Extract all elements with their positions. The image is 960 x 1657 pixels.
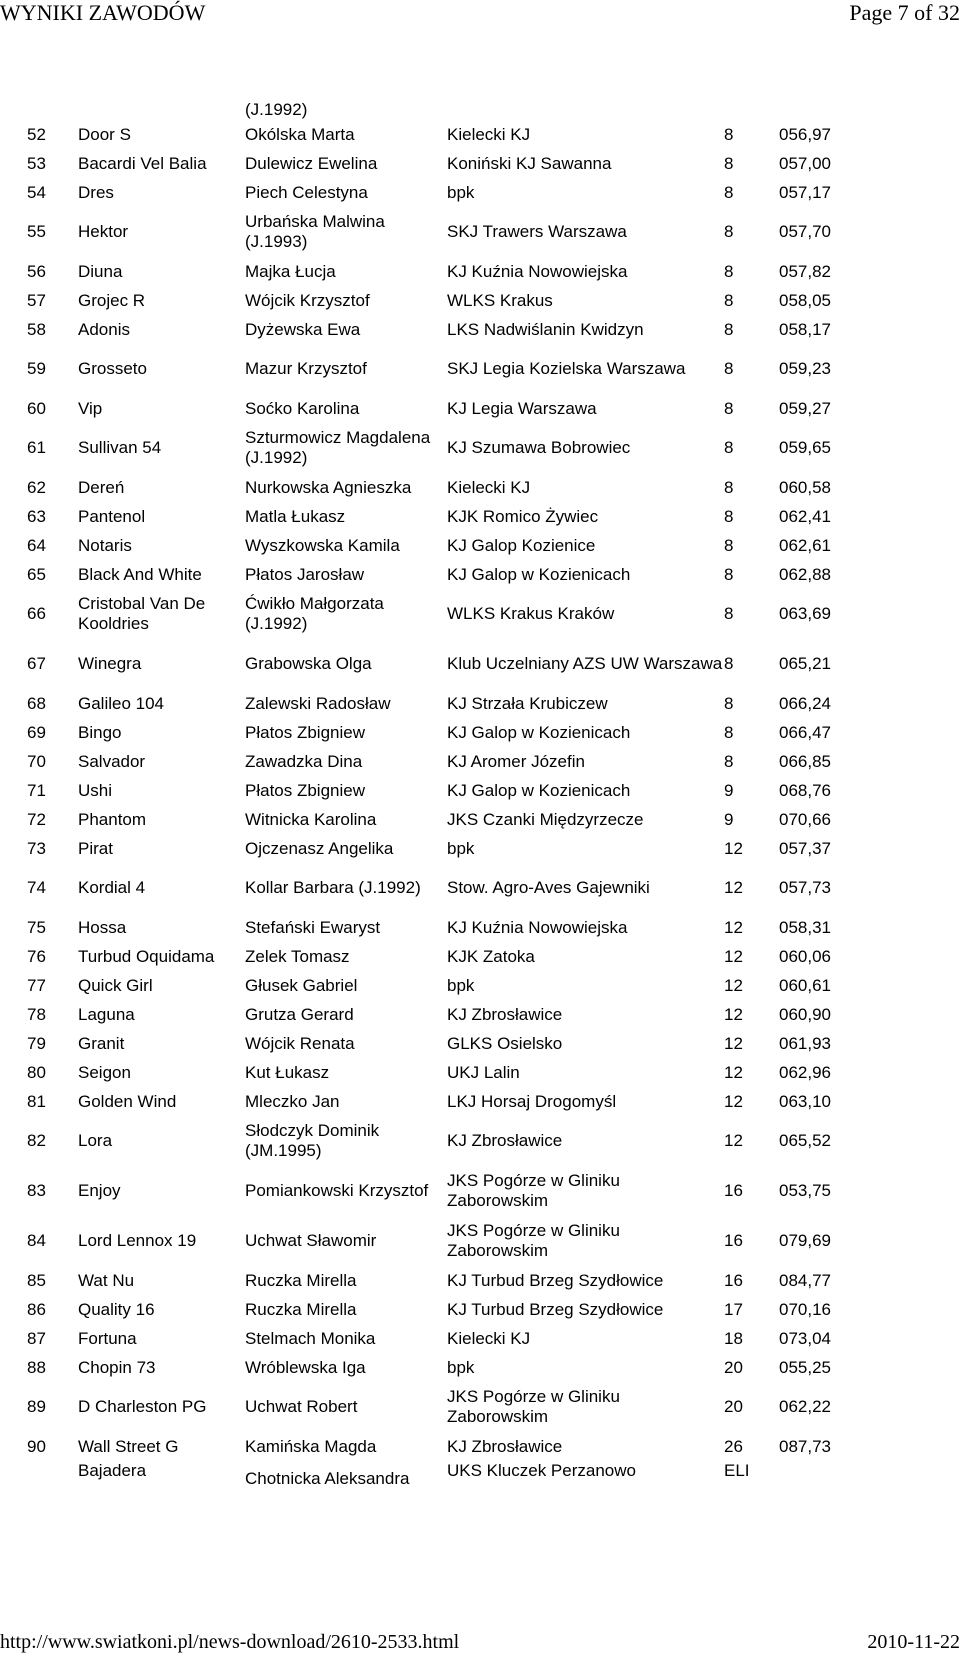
table-row	[27, 1087, 927, 1116]
cell-horse: Adonis	[78, 319, 130, 339]
cell-time: 066,85	[779, 751, 831, 771]
cell-horse: Dereń	[78, 477, 125, 497]
cell-penalties: 8	[724, 222, 734, 241]
cell-time: 058,05	[779, 290, 831, 310]
table-row	[27, 639, 927, 689]
cell-horse: Phantom	[78, 809, 147, 829]
cell-horse: Wat Nu	[78, 1270, 135, 1290]
table-row	[27, 689, 927, 718]
cell-rider: Stefański Ewaryst	[245, 917, 381, 937]
cell-horse: Laguna	[78, 1004, 135, 1024]
cell-penalties: 12	[724, 1131, 743, 1150]
cell-penalties: 16	[724, 1231, 743, 1250]
cell-rider: Matla Łukasz	[245, 506, 346, 526]
cell-rider: Kut Łukasz	[245, 1062, 330, 1082]
cell-club: LKJ Horsaj Drogomyśl	[447, 1091, 617, 1111]
cell-rider: Ruczka Mirella	[245, 1270, 357, 1290]
cell-time: 060,90	[779, 1004, 831, 1024]
cell-number: 74	[27, 878, 46, 897]
table-row	[27, 589, 927, 639]
cell-horse: Quick Girl	[78, 975, 153, 995]
cell-number: 69	[27, 722, 46, 742]
cell-time: 058,17	[779, 319, 831, 339]
table-row	[27, 747, 927, 776]
cell-rider: Grabowska Olga	[245, 654, 372, 673]
cell-number: 78	[27, 1004, 46, 1024]
table-row	[27, 92, 927, 120]
cell-time: 087,73	[779, 1436, 831, 1456]
cell-horse: Fortuna	[78, 1328, 137, 1348]
cell-club: JKS Pogórze w Gliniku Zaborowskim	[447, 1221, 620, 1260]
cell-time: 060,06	[779, 946, 831, 966]
cell-time: 057,17	[779, 182, 831, 202]
cell-penalties: 8	[724, 124, 734, 144]
cell-horse: Pirat	[78, 838, 113, 858]
cell-time: 062,96	[779, 1062, 831, 1082]
cell-club: KJ Turbud Brzeg Szydłowice	[447, 1270, 664, 1290]
cell-club: JKS Pogórze w Gliniku Zaborowskim	[447, 1171, 620, 1210]
cell-horse: Galileo 104	[78, 693, 165, 713]
table-row	[27, 1432, 927, 1461]
cell-club: KJ Zbrosławice	[447, 1436, 563, 1456]
results-table	[27, 92, 927, 1517]
page-header	[0, 0, 960, 32]
cell-penalties: 12	[724, 946, 743, 966]
cell-penalties: 8	[724, 398, 734, 418]
cell-penalties: 12	[724, 1004, 743, 1024]
cell-club: WLKS Krakus Kraków	[447, 604, 615, 623]
cell-time: 073,04	[779, 1328, 831, 1348]
cell-time: 068,76	[779, 780, 831, 800]
cell-horse: Hektor	[78, 222, 129, 241]
cell-number: 59	[27, 359, 46, 378]
cell-penalties: 12	[724, 1091, 743, 1111]
cell-penalties: 26	[724, 1436, 743, 1456]
cell-club: KJ Strzała Krubiczew	[447, 693, 608, 713]
table-row	[27, 863, 927, 913]
table-row	[27, 257, 927, 286]
table-row	[27, 1353, 927, 1382]
cell-horse: Winegra	[78, 654, 142, 673]
cell-club: SKJ Legia Kozielska Warszawa	[447, 359, 686, 378]
cell-club: KJ Legia Warszawa	[447, 398, 597, 418]
cell-horse: Grojec R	[78, 290, 146, 310]
cell-number: 87	[27, 1328, 46, 1348]
cell-club: KJ Aromer Józefin	[447, 751, 585, 771]
cell-rider: Mleczko Jan	[245, 1091, 340, 1111]
cell-club: UKJ Lalin	[447, 1062, 520, 1082]
cell-number: 77	[27, 975, 46, 995]
cell-rider: Uchwat Robert	[245, 1397, 358, 1416]
cell-horse: Grosseto	[78, 359, 147, 378]
cell-number: 60	[27, 398, 46, 418]
cell-number: 85	[27, 1270, 46, 1290]
cell-time: 059,23	[779, 359, 831, 378]
cell-club: WLKS Krakus	[447, 290, 553, 310]
cell-rider: Ruczka Mirella	[245, 1299, 357, 1319]
cell-rider: Soćko Karolina	[245, 398, 360, 418]
table-row	[27, 1295, 927, 1324]
cell-penalties: 12	[724, 838, 743, 858]
table-row	[27, 1029, 927, 1058]
cell-rider: Mazur Krzysztof	[245, 359, 367, 378]
table-row	[27, 971, 927, 1000]
cell-number: 75	[27, 917, 46, 937]
table-row	[27, 1058, 927, 1087]
cell-horse: Kordial 4	[78, 878, 146, 897]
cell-rider: Stelmach Monika	[245, 1328, 376, 1348]
cell-time: 056,97	[779, 124, 831, 144]
cell-rider: (J.1992)	[245, 100, 308, 119]
cell-club: Kielecki KJ	[447, 1328, 531, 1348]
table-row	[27, 942, 927, 971]
table-row	[27, 1166, 927, 1216]
cell-rider: Uchwat Sławomir	[245, 1231, 377, 1250]
cell-horse: Chopin 73	[78, 1357, 156, 1377]
cell-rider: Wójcik Renata	[245, 1033, 355, 1053]
cell-number: 58	[27, 319, 46, 339]
cell-time: 057,73	[779, 878, 831, 897]
cell-rider: Urbańska Malwina (J.1993)	[245, 212, 385, 251]
cell-penalties: 12	[724, 917, 743, 937]
cell-penalties: 9	[724, 809, 734, 829]
table-row	[27, 1116, 927, 1166]
cell-penalties: 17	[724, 1299, 743, 1319]
cell-penalties: 8	[724, 654, 734, 673]
cell-horse: Wall Street G	[78, 1436, 179, 1456]
cell-horse: D Charleston PG	[78, 1397, 207, 1416]
cell-time: 070,66	[779, 809, 831, 829]
cell-number: 65	[27, 564, 46, 584]
table-row	[27, 286, 927, 315]
cell-penalties: 16	[724, 1270, 743, 1290]
cell-rider: Pomiankowski Krzysztof	[245, 1181, 429, 1200]
cell-penalties: 8	[724, 535, 734, 555]
table-row	[27, 805, 927, 834]
cell-horse: Diuna	[78, 261, 123, 281]
cell-penalties: 20	[724, 1397, 743, 1416]
cell-time: 065,21	[779, 654, 831, 673]
cell-time: 059,65	[779, 438, 831, 457]
cell-time: 079,69	[779, 1231, 831, 1250]
cell-rider: Majka Łucja	[245, 261, 336, 281]
cell-number: 90	[27, 1436, 46, 1456]
print-date: 2010-11-22	[867, 1631, 960, 1653]
cell-time: 053,75	[779, 1181, 831, 1200]
cell-time: 057,00	[779, 153, 831, 173]
cell-penalties: 8	[724, 693, 734, 713]
cell-rider: Słodczyk Dominik (JM.1995)	[245, 1121, 380, 1160]
cell-horse: Hossa	[78, 917, 127, 937]
cell-club: KJ Turbud Brzeg Szydłowice	[447, 1299, 664, 1319]
cell-number: 62	[27, 477, 46, 497]
cell-number: 73	[27, 838, 46, 858]
cell-horse: Dres	[78, 182, 114, 202]
cell-penalties: 12	[724, 1062, 743, 1082]
table-row	[27, 423, 927, 473]
cell-club: KJ Galop Kozienice	[447, 535, 596, 555]
cell-number: 70	[27, 751, 46, 771]
cell-club: GLKS Osielsko	[447, 1033, 563, 1053]
cell-club: Kielecki KJ	[447, 477, 531, 497]
cell-time: 062,61	[779, 535, 831, 555]
cell-time: 084,77	[779, 1270, 831, 1290]
table-row	[27, 913, 927, 942]
cell-horse: Turbud Oquidama	[78, 946, 215, 966]
cell-penalties: 8	[724, 477, 734, 497]
cell-penalties: 8	[724, 153, 734, 173]
cell-horse: Ushi	[78, 780, 113, 800]
cell-number: 55	[27, 222, 46, 241]
cell-rider: Chotnicka Aleksandra	[245, 1469, 410, 1488]
cell-club: KJ Szumawa Bobrowiec	[447, 438, 631, 457]
cell-rider: Dulewicz Ewelina	[245, 153, 378, 173]
cell-penalties: ELI	[724, 1461, 750, 1480]
cell-rider: Płatos Zbigniew	[245, 780, 366, 800]
cell-horse: Bingo	[78, 722, 122, 742]
cell-club: bpk	[447, 182, 475, 202]
cell-horse: Sullivan 54	[78, 438, 162, 457]
cell-time: 057,82	[779, 261, 831, 281]
cell-penalties: 12	[724, 878, 743, 897]
cell-club: Koniński KJ Sawanna	[447, 153, 612, 173]
cell-horse: Quality 16	[78, 1299, 155, 1319]
cell-club: bpk	[447, 975, 475, 995]
cell-penalties: 8	[724, 751, 734, 771]
cell-rider: Kollar Barbara (J.1992)	[245, 878, 421, 897]
cell-rider: Dyżewska Ewa	[245, 319, 361, 339]
cell-club: KJ Kuźnia Nowowiejska	[447, 917, 628, 937]
cell-time: 062,41	[779, 506, 831, 526]
cell-number: 68	[27, 693, 46, 713]
table-row	[27, 1266, 927, 1295]
cell-time: 057,70	[779, 222, 831, 241]
table-row	[27, 531, 927, 560]
cell-penalties: 8	[724, 604, 734, 623]
cell-club: Kielecki KJ	[447, 124, 531, 144]
cell-number: 63	[27, 506, 46, 526]
table-row	[27, 560, 927, 589]
cell-horse: Enjoy	[78, 1181, 121, 1200]
page-number: Page 7 of 32	[849, 0, 960, 25]
cell-penalties: 12	[724, 975, 743, 995]
table-row	[27, 315, 927, 344]
page-footer	[0, 1631, 960, 1657]
cell-club: Stow. Agro-Aves Gajewniki	[447, 878, 650, 897]
cell-time: 066,24	[779, 693, 831, 713]
cell-club: LKS Nadwiślanin Kwidzyn	[447, 319, 644, 339]
cell-number: 52	[27, 124, 46, 144]
cell-rider: Wróblewska Iga	[245, 1357, 366, 1377]
cell-number: 67	[27, 654, 46, 673]
cell-number: 83	[27, 1181, 46, 1200]
cell-penalties: 8	[724, 564, 734, 584]
table-row	[27, 344, 927, 394]
cell-penalties: 8	[724, 319, 734, 339]
cell-penalties: 8	[724, 182, 734, 202]
document-title: WYNIKI ZAWODÓW	[0, 0, 206, 25]
cell-time: 061,93	[779, 1033, 831, 1053]
cell-rider: Ojczenasz Angelika	[245, 838, 394, 858]
cell-penalties: 8	[724, 261, 734, 281]
cell-number: 76	[27, 946, 46, 966]
cell-rider: Nurkowska Agnieszka	[245, 477, 412, 497]
cell-time: 062,88	[779, 564, 831, 584]
cell-horse: Bacardi Vel Balia	[78, 153, 207, 173]
cell-horse: Bajadera	[78, 1461, 147, 1480]
cell-number: 86	[27, 1299, 46, 1319]
cell-number: 79	[27, 1033, 46, 1053]
cell-horse: Door S	[78, 124, 131, 144]
cell-time: 065,52	[779, 1131, 831, 1150]
cell-number: 64	[27, 535, 46, 555]
cell-number: 53	[27, 153, 46, 173]
cell-horse: Golden Wind	[78, 1091, 177, 1111]
cell-rider: Wójcik Krzysztof	[245, 290, 370, 310]
cell-penalties: 8	[724, 722, 734, 742]
cell-penalties: 8	[724, 290, 734, 310]
cell-number: 72	[27, 809, 46, 829]
cell-number: 82	[27, 1131, 46, 1150]
table-row	[27, 149, 927, 178]
table-row	[27, 1000, 927, 1029]
cell-time: 059,27	[779, 398, 831, 418]
cell-rider: Zalewski Radosław	[245, 693, 391, 713]
cell-number: 61	[27, 438, 46, 457]
cell-horse: Notaris	[78, 535, 132, 555]
cell-penalties: 20	[724, 1357, 743, 1377]
cell-horse: Black And White	[78, 564, 202, 584]
cell-rider: Zelek Tomasz	[245, 946, 350, 966]
cell-rider: Płatos Jarosław	[245, 564, 365, 584]
cell-time: 060,61	[779, 975, 831, 995]
cell-rider: Grutza Gerard	[245, 1004, 354, 1024]
cell-time: 062,22	[779, 1397, 831, 1416]
cell-club: KJ Galop w Kozienicach	[447, 722, 631, 742]
cell-club: KJK Zatoka	[447, 946, 535, 966]
cell-rider: Witnicka Karolina	[245, 809, 377, 829]
cell-rider: Piech Celestyna	[245, 182, 368, 202]
table-row	[27, 502, 927, 531]
cell-time: 058,31	[779, 917, 831, 937]
cell-club: KJ Zbrosławice	[447, 1004, 563, 1024]
table-row	[27, 834, 927, 863]
cell-number: 66	[27, 604, 46, 623]
table-row	[27, 178, 927, 207]
cell-horse: Cristobal Van De Kooldries	[78, 594, 206, 633]
cell-club: KJ Zbrosławice	[447, 1131, 563, 1150]
cell-penalties: 18	[724, 1328, 743, 1348]
cell-penalties: 8	[724, 359, 734, 378]
cell-number: 89	[27, 1397, 46, 1416]
table-row	[27, 394, 927, 423]
cell-number: 57	[27, 290, 46, 310]
cell-number: 84	[27, 1231, 46, 1250]
cell-time: 066,47	[779, 722, 831, 742]
cell-rider: Okólska Marta	[245, 124, 355, 144]
cell-club: KJ Galop w Kozienicach	[447, 564, 631, 584]
cell-club: JKS Pogórze w Gliniku Zaborowskim	[447, 1387, 620, 1426]
cell-rider: Zawadzka Dina	[245, 751, 363, 771]
cell-horse: Lora	[78, 1131, 113, 1150]
cell-time: 055,25	[779, 1357, 831, 1377]
cell-rider: Szturmowicz Magdalena (J.1992)	[245, 428, 431, 467]
cell-number: 54	[27, 182, 46, 202]
source-url: http://www.swiatkoni.pl/news-download/2610-2533.html	[0, 1631, 460, 1653]
table-row	[27, 120, 927, 149]
table-row	[27, 1461, 927, 1517]
table-row	[27, 1324, 927, 1353]
cell-number: 81	[27, 1091, 46, 1111]
cell-number: 71	[27, 780, 46, 800]
cell-penalties: 12	[724, 1033, 743, 1053]
cell-number: 80	[27, 1062, 46, 1082]
cell-club: bpk	[447, 838, 475, 858]
cell-rider: Kamińska Magda	[245, 1436, 377, 1456]
cell-club: UKS Kluczek Perzanowo	[447, 1461, 636, 1480]
cell-horse: Lord Lennox 19	[78, 1231, 197, 1250]
cell-horse: Salvador	[78, 751, 146, 771]
table-row	[27, 718, 927, 747]
cell-number: 56	[27, 261, 46, 281]
cell-horse: Seigon	[78, 1062, 131, 1082]
cell-horse: Vip	[78, 398, 103, 418]
cell-penalties: 16	[724, 1181, 743, 1200]
cell-club: SKJ Trawers Warszawa	[447, 222, 627, 241]
cell-time: 060,58	[779, 477, 831, 497]
cell-penalties: 8	[724, 438, 734, 457]
cell-number: 88	[27, 1357, 46, 1377]
cell-rider: Płatos Zbigniew	[245, 722, 366, 742]
cell-club: Klub Uczelniany AZS UW Warszawa	[447, 654, 723, 673]
cell-club: KJK Romico Żywiec	[447, 506, 599, 526]
cell-rider: Głusek Gabriel	[245, 975, 358, 995]
table-row	[27, 1216, 927, 1266]
cell-club: KJ Kuźnia Nowowiejska	[447, 261, 628, 281]
table-row	[27, 1382, 927, 1432]
cell-club: bpk	[447, 1357, 475, 1377]
cell-rider: Ćwikło Małgorzata (J.1992)	[245, 594, 384, 633]
cell-time: 063,69	[779, 604, 831, 623]
table-row	[27, 207, 927, 257]
cell-horse: Pantenol	[78, 506, 146, 526]
cell-penalties: 9	[724, 780, 734, 800]
table-row	[27, 776, 927, 805]
cell-rider: Wyszkowska Kamila	[245, 535, 400, 555]
cell-club: JKS Czanki Międzyrzecze	[447, 809, 644, 829]
cell-time: 070,16	[779, 1299, 831, 1319]
cell-penalties: 8	[724, 506, 734, 526]
table-row	[27, 473, 927, 502]
cell-time: 063,10	[779, 1091, 831, 1111]
cell-horse: Granit	[78, 1033, 125, 1053]
cell-time: 057,37	[779, 838, 831, 858]
cell-club: KJ Galop w Kozienicach	[447, 780, 631, 800]
